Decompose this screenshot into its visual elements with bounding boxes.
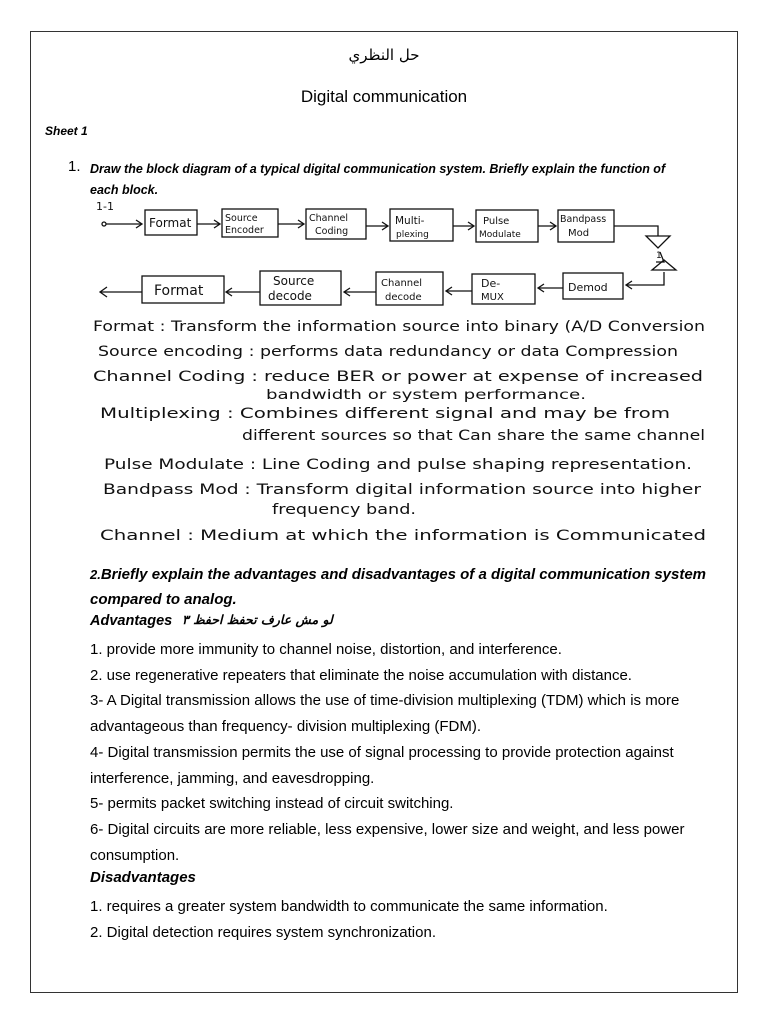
arrow [446, 287, 472, 295]
label-channel-coding-2: Coding [315, 226, 349, 237]
arrow [226, 288, 260, 296]
label-channel-coding: Channel [309, 213, 349, 224]
label-channel-decode-2: decode [385, 292, 422, 303]
list-item: 2. use regenerative repeaters that eliminate the noise accumulation with distance. [90, 666, 632, 684]
label-multiplexing-2: plexing [396, 230, 429, 240]
list-item: 6- Digital circuits are more reliable, less expensive, lower size and weight, and less power consumption. [90, 820, 685, 864]
tx-antenna-icon [646, 236, 670, 248]
label-bandpass: Bandpass [560, 214, 607, 225]
label-source-encoder-2: Encoder [225, 225, 264, 236]
label-format-tx: Format [149, 216, 192, 230]
note-channel-coding-2: bandwidth or system performance. [266, 388, 586, 403]
sheet-label: Sheet 1 [45, 124, 88, 138]
advantages-heading: Advantages [90, 613, 173, 629]
arrow [538, 222, 556, 230]
list-item: 1. requires a greater system bandwidth to communicate the same information. [90, 898, 608, 915]
list-item: 4- Digital transmission permits the use of signal processing to provide protection against interference, jamming, and eavesdropping. [90, 743, 674, 787]
label-pulse: Pulse [483, 216, 510, 227]
note-multiplexing: Multiplexing : Combines different signal and may be from [100, 406, 670, 422]
arrow [197, 220, 220, 228]
arrow [538, 284, 563, 292]
note-bandpass-mod: Bandpass Mod : Transform digital information source into higher [103, 482, 702, 498]
list-item: 5- permits packet switching instead of circuit switching. [90, 795, 454, 813]
input-node [102, 222, 106, 226]
question-2 [90, 562, 730, 612]
label-format-rx: Format [154, 283, 204, 299]
advantages-note: لو مش عارف تحفظ احفظ ٣ [182, 612, 333, 627]
arrow [614, 226, 658, 236]
note-bandpass-mod-2: frequency band. [272, 502, 416, 518]
channel-marker: 1 [656, 251, 662, 261]
arrow [366, 222, 388, 230]
arrow [626, 272, 664, 289]
arrow [453, 222, 474, 230]
label-pulse-2: Modulate [479, 230, 521, 240]
note-channel-coding: Channel Coding : reduce BER or power at expense of increased [93, 369, 703, 385]
label-channel-decode: Channel [381, 278, 423, 289]
page-title: Digital communication [300, 87, 468, 106]
list-item: 2. Digital detection requires system synchronization. [90, 923, 436, 941]
advantages-list [90, 637, 730, 868]
question-1-text: Draw the block diagram of a typical digital communication system. Briefly explain the function of each block. [90, 162, 666, 197]
label-demux: De- [481, 277, 501, 290]
question-2-number: 2. [90, 567, 101, 582]
label-source-decode: Source [273, 274, 315, 288]
label-source-decode-2: decode [268, 289, 312, 303]
list-item: 1. provide more immunity to channel noise, distortion, and interference. [90, 641, 562, 658]
label-source-encoder: Source [225, 213, 258, 224]
arrow [344, 288, 376, 296]
arrow [278, 220, 304, 228]
note-source-encoding: Source encoding : performs data redundancy or data Compression [98, 344, 678, 360]
note-pulse-modulate: Pulse Modulate : Line Coding and pulse shaping representation. [104, 457, 692, 473]
list-item: 3- A Digital transmission allows the use of time-division multiplexing (TDM) which is more advantageous than frequency- division multiplexing (FDM). [90, 692, 680, 736]
question-2-text: Briefly explain the advantages and disadvantages of a digital communication system compared to analog. [90, 566, 707, 608]
disadvantages-heading: Disadvantages [90, 869, 196, 886]
disadvantages-list [90, 894, 730, 945]
output-arrow [100, 287, 142, 297]
note-multiplexing-2: different sources so that Can share the same channel [242, 428, 705, 444]
question-1-number: 1. [68, 158, 81, 175]
label-demux-2: MUX [481, 292, 504, 303]
arabic-title: حل النظري [348, 46, 420, 64]
note-format: Format : Transform the information source into binary (A/D Conversion [93, 319, 705, 335]
label-multiplexing: Multi- [395, 215, 425, 227]
input-label: 1-1 [96, 200, 114, 213]
label-bandpass-2: Mod [568, 228, 590, 239]
label-demod: Demod [568, 281, 608, 294]
note-channel: Channel : Medium at which the information is Communicated [100, 528, 706, 544]
input-arrow [106, 220, 142, 228]
